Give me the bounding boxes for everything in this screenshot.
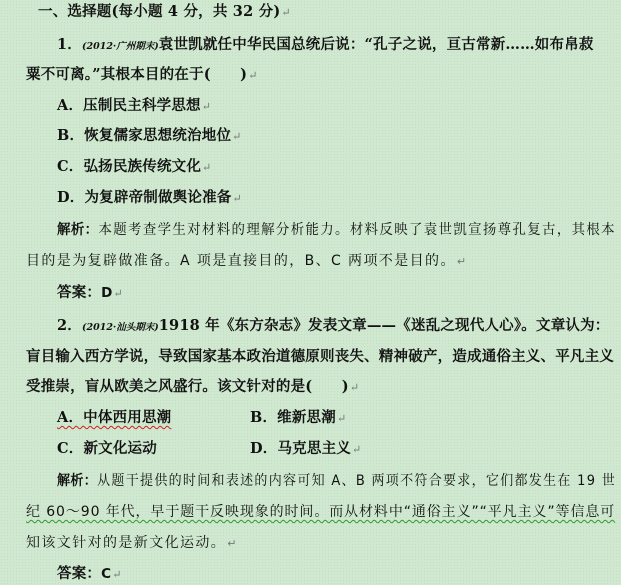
question-1-analysis-line-2: [26, 251, 467, 272]
section-title: [38, 2, 291, 23]
option-text: D．为复辟帝制做舆论准备: [57, 189, 232, 206]
paragraph-mark: ↵: [112, 568, 122, 581]
paragraph-mark: ↵: [336, 412, 347, 425]
section-title-text: 一、选择题(每小题 4 分，共 32 分): [38, 3, 281, 20]
question-2-analysis-line-2: [26, 502, 615, 522]
question-1-answer: [57, 283, 123, 304]
question-2-analysis-line-1: [57, 471, 616, 491]
answer-label: 答案：: [57, 565, 102, 582]
paragraph-mark: ↵: [202, 161, 212, 174]
question-2-option-b: [250, 408, 346, 429]
question-1-analysis-line-1: [57, 220, 616, 240]
paragraph-mark: ↵: [227, 537, 238, 550]
paragraph-mark: ↵: [113, 287, 123, 300]
analysis-text: 从题干提供的时间和表述的内容可知 A、B 两项不符合要求，它们都发生在 19 世: [97, 473, 617, 489]
option-text: C．弘扬民族传统文化: [57, 158, 202, 175]
question-1-stem-line-1: [57, 35, 594, 57]
question-2-stem-line-2: [26, 347, 614, 367]
question-stem-text: 袁世凯就任中华民国总统后说：“孔子之说，亘古常新……如布帛菽: [158, 36, 594, 53]
question-2-stem-line-3: [26, 377, 359, 398]
question-1-option-d: [57, 188, 242, 209]
question-1-option-a: [57, 96, 211, 117]
option-text: B．维新思潮: [250, 409, 336, 426]
question-2-option-d: [250, 439, 361, 460]
question-2-option-a: [57, 408, 171, 428]
question-2-analysis-line-3: [26, 533, 238, 554]
question-1-option-b: [57, 126, 242, 147]
question-2-option-c: [57, 439, 157, 459]
question-stem-text: 盲目输入西方学说，导致国家基本政治道德原则丧失、精神破产，造成通俗主义、平凡主义: [26, 348, 614, 365]
analysis-text: 目的是为复辟做准备。A 项是直接目的，B、C 两项不是目的。: [26, 253, 456, 269]
question-stem-text: 粟不可离。”其根本目的在于( ): [26, 66, 248, 83]
option-text: B．恢复儒家思想统治地位: [57, 127, 232, 144]
paragraph-mark: ↵: [351, 443, 362, 456]
paragraph-mark: ↵: [456, 255, 468, 268]
option-text: A．中体西用思潮: [57, 409, 172, 426]
analysis-text: 本题考查学生对材料的理解分析能力。材料反映了袁世凯宣扬尊孔复古，其根本: [98, 222, 616, 238]
paragraph-mark: ↵: [232, 192, 242, 205]
paragraph-mark: ↵: [349, 381, 360, 394]
question-source: (2012·广州期末): [82, 41, 159, 52]
question-stem-text: 受推崇，盲从欧美之风盛行。该文针对的是( ): [26, 378, 349, 395]
paragraph-mark: ↵: [281, 6, 291, 19]
answer-value: D: [101, 285, 113, 301]
analysis-text: 纪 60～90 年代，早于题干反映现象的时间。而从材料中“通俗主义”“平凡主义”等信息可: [26, 504, 616, 520]
paragraph-mark: ↵: [232, 130, 242, 143]
option-text: A．压制民主科学思想: [57, 97, 201, 114]
question-2-stem-line-1: [57, 316, 610, 338]
option-text: C．新文化运动: [57, 440, 157, 457]
question-number: 2．: [57, 317, 82, 334]
option-text: D．马克思主义: [250, 440, 351, 457]
answer-label: 答案：: [57, 284, 102, 301]
paragraph-mark: ↵: [201, 100, 212, 113]
analysis-label: 解析：: [57, 473, 98, 489]
analysis-label: 解析：: [57, 222, 99, 238]
paragraph-mark: ↵: [248, 69, 258, 82]
question-1-stem-line-2: [26, 65, 258, 86]
question-source: (2012·汕头期末): [82, 322, 159, 333]
question-2-answer: [57, 564, 122, 585]
analysis-text: 知该文针对的是新文化运动。: [26, 535, 227, 551]
question-1-option-c: [57, 157, 211, 178]
question-number: 1．: [57, 36, 82, 53]
answer-value: C: [101, 566, 112, 582]
question-stem-text: 1918 年《东方杂志》发表文章——《迷乱之现代人心》。文章认为：: [158, 317, 610, 334]
